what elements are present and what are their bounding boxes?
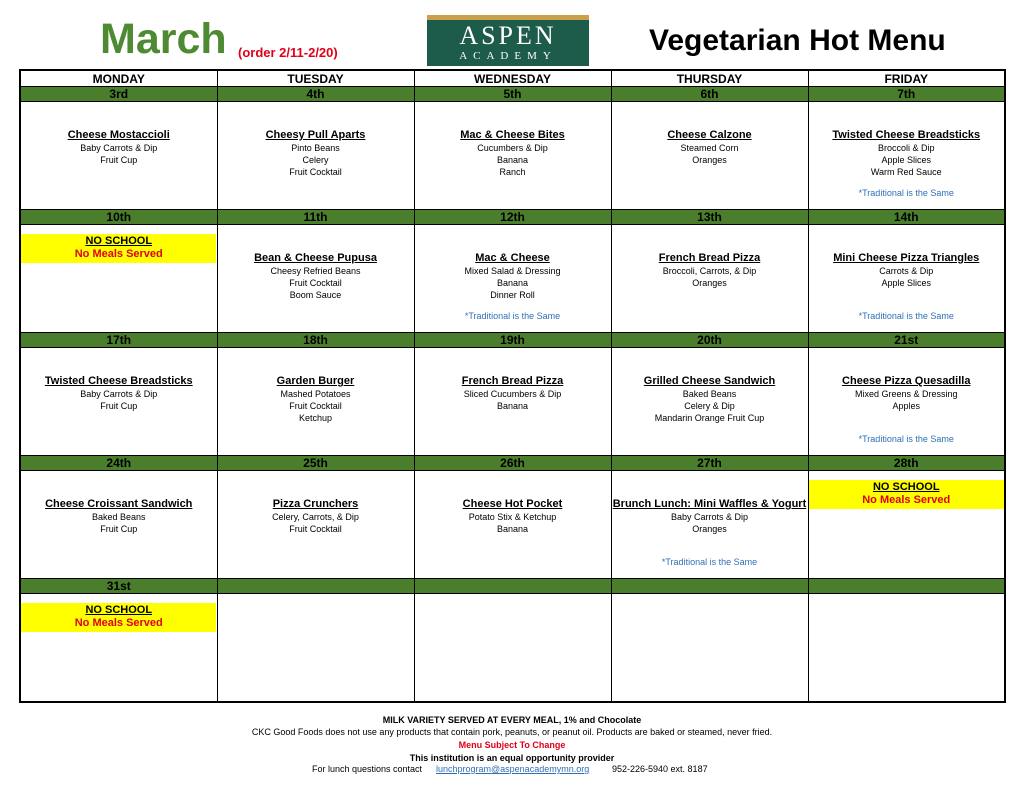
date-label: 17th	[20, 333, 217, 348]
entree-name: Grilled Cheese Sandwich	[643, 375, 776, 387]
no-school-banner	[21, 234, 216, 263]
day-cell	[808, 594, 1005, 703]
side-item: Baby Carrots & Dip	[670, 512, 749, 522]
side-item: Fruit Cup	[100, 524, 138, 534]
allergen-policy: CKC Good Foods does not use any products that contain pork, peanuts, or peanut oil. Products are baked or steamed, never fried.	[251, 727, 773, 737]
side-item: Cucumbers & Dip	[477, 143, 548, 153]
side-item: Apple Slices	[881, 278, 932, 288]
traditional-note: *Traditional is the Same	[464, 311, 561, 321]
entree-name: Cheese Croissant Sandwich	[45, 498, 193, 510]
side-item: Potato Stix & Ketchup	[468, 512, 557, 522]
date-label: 20th	[611, 333, 808, 348]
equal-opportunity-notice: This institution is an equal opportunity provider	[409, 753, 615, 763]
meal-content	[218, 102, 414, 178]
traditional-note: *Traditional is the Same	[858, 311, 954, 321]
no-meals-label: No Meals Served	[862, 494, 951, 506]
side-item: Baked Beans	[91, 512, 146, 522]
meal-content	[415, 225, 611, 301]
traditional-note: *Traditional is the Same	[858, 188, 954, 198]
day-cell	[414, 471, 611, 579]
side-item: Pinto Beans	[291, 143, 340, 153]
meal-content	[21, 102, 217, 166]
meal-content	[809, 348, 1005, 412]
date-label: 18th	[217, 333, 414, 348]
date-label: 3rd	[20, 87, 217, 102]
side-item: Banana	[496, 155, 529, 165]
day-cell	[611, 102, 808, 210]
date-label: 19th	[414, 333, 611, 348]
side-item: Celery, Carrots, & Dip	[272, 512, 359, 522]
day-cell	[808, 471, 1005, 579]
meal-content	[612, 348, 808, 424]
date-label: 25th	[217, 456, 414, 471]
no-school-label: NO SCHOOL	[85, 235, 153, 247]
date-row	[20, 210, 1005, 225]
date-label: 21st	[808, 333, 1005, 348]
menu-row	[20, 102, 1005, 210]
logo-line1: ASPEN	[459, 21, 557, 50]
meal-content	[612, 225, 808, 289]
day-cell	[217, 225, 414, 333]
entree-name: Twisted Cheese Breadsticks	[832, 129, 981, 141]
meal-content	[612, 471, 808, 535]
weekday-thursday: THURSDAY	[611, 70, 808, 87]
side-item: Banana	[496, 278, 529, 288]
meal-content	[809, 225, 1005, 289]
date-label: 10th	[20, 210, 217, 225]
day-cell	[20, 471, 217, 579]
date-label: 27th	[611, 456, 808, 471]
meal-content	[218, 348, 414, 424]
entree-name: Bean & Cheese Pupusa	[254, 252, 377, 264]
side-item: Fruit Cup	[100, 155, 138, 165]
day-cell	[217, 348, 414, 456]
entree-name: Cheese Pizza Quesadilla	[842, 375, 971, 387]
weekday-header-row	[20, 70, 1005, 87]
menu-row	[20, 348, 1005, 456]
traditional-note: *Traditional is the Same	[858, 434, 954, 444]
menu-title: Vegetarian Hot Menu	[649, 24, 946, 57]
menu-row	[20, 594, 1005, 703]
day-cell	[217, 594, 414, 703]
no-meals-label: No Meals Served	[74, 617, 163, 629]
entree-name: French Bread Pizza	[658, 252, 761, 264]
date-label: 26th	[414, 456, 611, 471]
contact-label: For lunch questions contact	[312, 764, 423, 774]
no-school-banner	[809, 480, 1004, 509]
side-item: Oranges	[692, 278, 727, 288]
entree-name: Mac & Cheese	[475, 252, 550, 264]
date-label: 4th	[217, 87, 414, 102]
meal-content	[612, 102, 808, 166]
menu-calendar	[19, 69, 1006, 703]
side-item: Carrots & Dip	[879, 266, 934, 276]
side-item: Celery & Dip	[684, 401, 735, 411]
entree-name: Cheese Calzone	[667, 129, 752, 141]
aspen-academy-logo	[427, 15, 589, 66]
meal-content	[21, 471, 217, 535]
weekday-friday: FRIDAY	[808, 70, 1005, 87]
side-item: Baked Beans	[682, 389, 737, 399]
day-cell	[611, 348, 808, 456]
day-cell	[611, 225, 808, 333]
side-item: Banana	[496, 524, 529, 534]
date-label: 31st	[20, 579, 217, 594]
side-item: Oranges	[692, 524, 727, 534]
meal-content	[415, 348, 611, 412]
date-label: 7th	[808, 87, 1005, 102]
menu-change-notice: Menu Subject To Change	[458, 740, 566, 750]
milk-notice: MILK VARIETY SERVED AT EVERY MEAL, 1% and Chocolate	[382, 715, 642, 725]
side-item: Boom Sauce	[289, 290, 342, 300]
side-item: Baby Carrots & Dip	[80, 143, 158, 153]
side-item: Mashed Potatoes	[280, 389, 351, 399]
meal-content	[809, 102, 1005, 178]
meal-content	[218, 225, 414, 301]
date-row	[20, 333, 1005, 348]
entree-name: Garden Burger	[276, 375, 355, 387]
side-item: Apple Slices	[881, 155, 932, 165]
day-cell	[611, 594, 808, 703]
page-footer	[0, 714, 1024, 764]
side-item: Fruit Cocktail	[289, 167, 342, 177]
date-label	[217, 579, 414, 594]
no-school-label: NO SCHOOL	[872, 481, 940, 493]
day-cell	[20, 102, 217, 210]
side-item: Apples	[892, 401, 921, 411]
day-cell	[414, 594, 611, 703]
date-label: 13th	[611, 210, 808, 225]
day-cell	[808, 225, 1005, 333]
side-item: Fruit Cocktail	[289, 401, 342, 411]
side-item: Steamed Corn	[680, 143, 739, 153]
entree-name: Pizza Crunchers	[272, 498, 359, 510]
side-item: Celery	[302, 155, 329, 165]
side-item: Cheesy Refried Beans	[270, 266, 361, 276]
side-item: Fruit Cocktail	[289, 278, 342, 288]
entree-name: Mac & Cheese Bites	[460, 129, 565, 141]
side-item: Broccoli & Dip	[877, 143, 935, 153]
side-item: Baby Carrots & Dip	[80, 389, 158, 399]
day-cell	[414, 225, 611, 333]
side-item: Broccoli, Carrots, & Dip	[662, 266, 757, 276]
date-label: 6th	[611, 87, 808, 102]
meal-content	[21, 348, 217, 412]
day-cell	[20, 594, 217, 703]
menu-row	[20, 225, 1005, 333]
date-row	[20, 456, 1005, 471]
date-label: 12th	[414, 210, 611, 225]
logo-line2: ACADEMY	[459, 50, 557, 62]
contact-email-link[interactable]: lunchprogram@aspenacademymn.org	[436, 764, 590, 774]
contact-phone: 952-226-5940 ext. 8187	[612, 764, 708, 774]
side-item: Mixed Salad & Dressing	[464, 266, 561, 276]
date-label: 11th	[217, 210, 414, 225]
day-cell	[414, 102, 611, 210]
entree-name: Mini Cheese Pizza Triangles	[833, 252, 980, 264]
weekday-monday: MONDAY	[20, 70, 217, 87]
day-cell	[217, 102, 414, 210]
side-item: Fruit Cocktail	[289, 524, 342, 534]
no-school-label: NO SCHOOL	[85, 604, 153, 616]
day-cell	[20, 225, 217, 333]
day-cell	[414, 348, 611, 456]
side-item: Ketchup	[298, 413, 333, 423]
page-header	[0, 0, 1024, 70]
date-label	[611, 579, 808, 594]
day-cell	[808, 102, 1005, 210]
menu-row	[20, 471, 1005, 579]
no-school-banner	[21, 603, 216, 632]
entree-name: Brunch Lunch: Mini Waffles & Yogurt	[612, 498, 807, 510]
side-item: Mandarin Orange Fruit Cup	[654, 413, 765, 423]
no-meals-label: No Meals Served	[74, 248, 163, 260]
weekday-wednesday: WEDNESDAY	[414, 70, 611, 87]
date-row	[20, 579, 1005, 594]
side-item: Dinner Roll	[490, 290, 535, 300]
entree-name: Twisted Cheese Breadsticks	[44, 375, 193, 387]
side-item: Ranch	[499, 167, 526, 177]
date-label	[808, 579, 1005, 594]
side-item: Mixed Greens & Dressing	[854, 389, 958, 399]
date-label	[414, 579, 611, 594]
meal-content	[218, 471, 414, 535]
day-cell	[20, 348, 217, 456]
day-cell	[808, 348, 1005, 456]
entree-name: Cheesy Pull Aparts	[265, 129, 366, 141]
date-label: 5th	[414, 87, 611, 102]
meal-content	[415, 102, 611, 178]
date-label: 24th	[20, 456, 217, 471]
side-item: Warm Red Sauce	[870, 167, 942, 177]
date-label: 28th	[808, 456, 1005, 471]
date-row	[20, 87, 1005, 102]
day-cell	[217, 471, 414, 579]
month-title: March	[100, 15, 227, 63]
side-item: Sliced Cucumbers & Dip	[463, 389, 562, 399]
entree-name: French Bread Pizza	[461, 375, 564, 387]
weekday-tuesday: TUESDAY	[217, 70, 414, 87]
day-cell	[611, 471, 808, 579]
date-label: 14th	[808, 210, 1005, 225]
order-window: (order 2/11-2/20)	[238, 45, 338, 60]
meal-content	[415, 471, 611, 535]
side-item: Fruit Cup	[100, 401, 138, 411]
side-item: Oranges	[692, 155, 727, 165]
traditional-note: *Traditional is the Same	[661, 557, 758, 567]
side-item: Banana	[496, 401, 529, 411]
entree-name: Cheese Hot Pocket	[462, 498, 563, 510]
entree-name: Cheese Mostaccioli	[67, 129, 170, 141]
